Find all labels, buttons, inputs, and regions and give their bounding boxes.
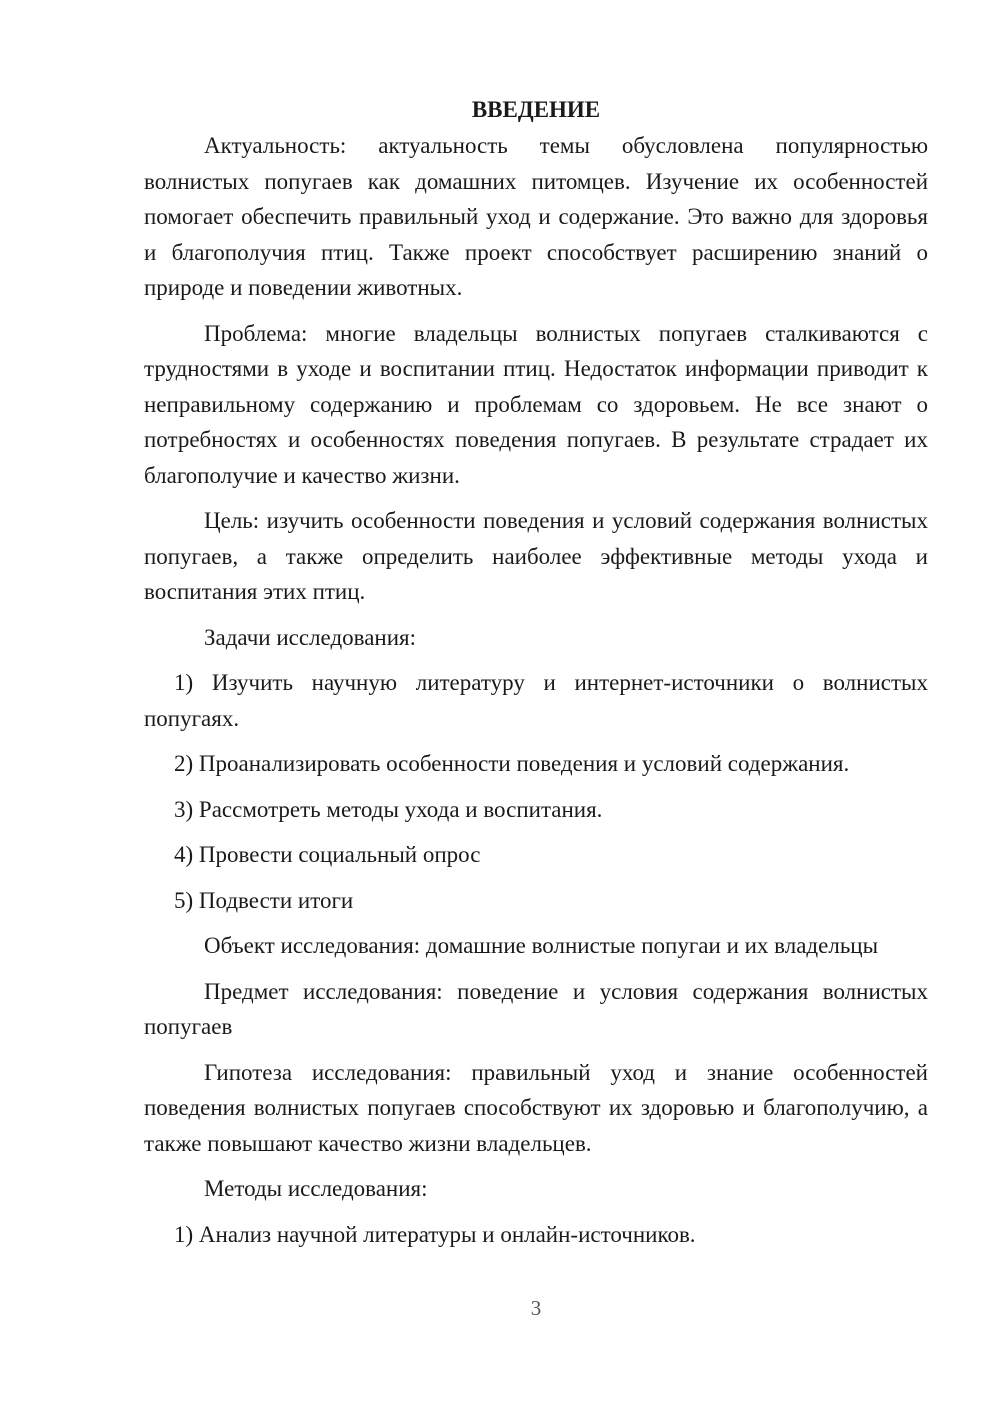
tasks-heading: Задачи исследования: xyxy=(204,624,417,650)
method-item: 1) Анализ научной литературы и онлайн-источников. xyxy=(174,1221,696,1247)
task-item: 4) Провести социальный опрос xyxy=(174,842,481,867)
relevance-paragraph: Актуальность: актуальность темы обусловлена популярностью волнистых попугаев как домашних питомцев. Изучение их особенностей помогает обеспечить правильный уход и содержание. Это важно для здоровья и благополучия птиц. Также проект способствует расширению знаний о природе и поведении животных. xyxy=(144,133,928,300)
task-item: 1) Изучить научную литературу и интернет-источники о волнистых попугаях. xyxy=(144,670,928,731)
task-item: 5) Подвести итоги xyxy=(174,887,354,913)
page-number: 3 xyxy=(530,1296,542,1320)
hypothesis-paragraph: Гипотеза исследования: правильный уход и знание особенностей поведения волнистых попугаев способствуют их здоровью и благополучию, а также повышают качество жизни владельцев. xyxy=(144,1059,928,1156)
goal-paragraph: Цель: изучить особенности поведения и условий содержания волнистых попугаев, а также определить наиболее эффективные методы ухода и воспитания этих птиц. xyxy=(144,508,928,604)
task-item: 2) Проанализировать особенности поведения и условий содержания. xyxy=(174,751,850,776)
methods-heading: Методы исследования: xyxy=(204,1176,428,1201)
subject-paragraph: Предмет исследования: поведение и условия содержания волнистых попугаев xyxy=(144,978,928,1039)
problem-paragraph: Проблема: многие владельцы волнистых попугаев сталкиваются с трудностями в уходе и воспитании птиц. Недостаток информации приводит к неправильному содержанию и проблемам со здоровьем. Не все знают о потребностях и особенностях поведения попугаев. В результате страдает их благополучие и качество жизни. xyxy=(144,320,928,488)
task-item: 3) Рассмотреть методы ухода и воспитания. xyxy=(174,796,603,822)
object-paragraph: Объект исследования: домашние волнистые попугаи и их владельцы xyxy=(204,933,879,958)
page-title: ВВЕДЕНИЕ xyxy=(471,97,601,122)
